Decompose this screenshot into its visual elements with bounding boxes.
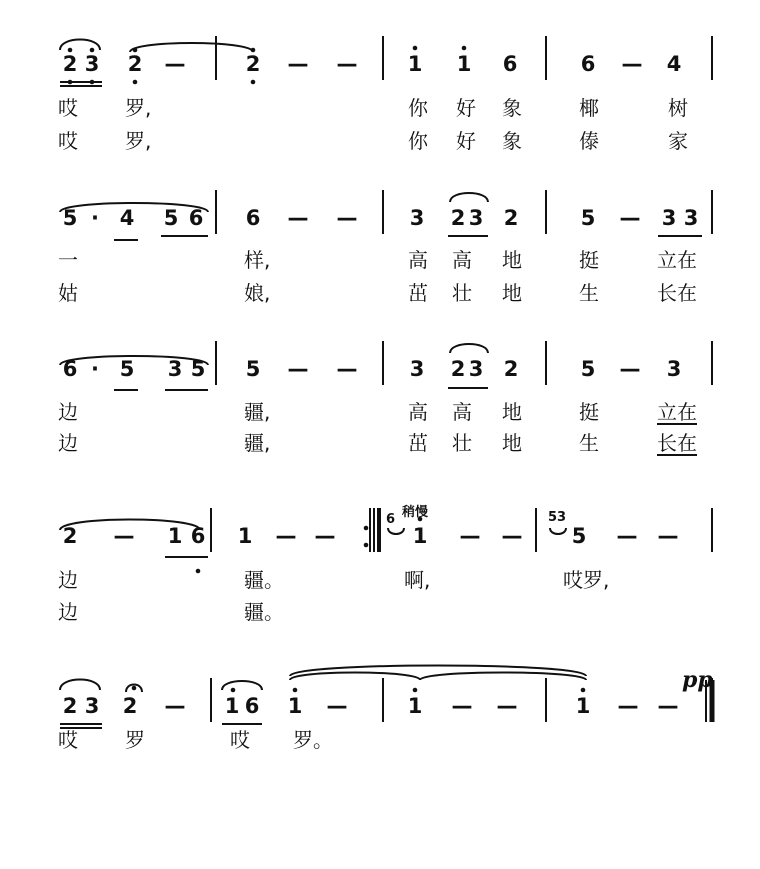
- lyric-verse-1: 地: [502, 248, 522, 272]
- note: 1: [167, 524, 183, 548]
- lyric-verse-2: 娘,: [244, 281, 271, 305]
- lyric-verse-1: 高: [408, 400, 428, 424]
- lyric-verse-2: 壮: [452, 281, 472, 305]
- lyric-verse-2: 生: [579, 431, 599, 455]
- grace-slur: [388, 528, 404, 534]
- low-dot: [196, 569, 201, 574]
- dash-note: —: [619, 206, 641, 230]
- note: 4: [119, 206, 135, 230]
- lyric-verse-2: 长在: [657, 431, 697, 455]
- tie: [130, 43, 253, 52]
- lyric-verse-2: 家: [668, 129, 688, 153]
- note: 3: [409, 357, 425, 381]
- note: 1: [412, 524, 428, 548]
- fermata-dot: [132, 686, 137, 691]
- note: 2: [62, 694, 78, 718]
- high-dot: [413, 46, 418, 51]
- note: 6: [245, 206, 261, 230]
- note: 1: [224, 694, 240, 718]
- lyric-verse-2: 疆。: [244, 600, 284, 624]
- note: 5: [62, 206, 78, 230]
- lyric-verse-1: 哎罗,: [563, 568, 610, 592]
- dash-note: —: [657, 694, 679, 718]
- dynamic-mark: pp: [682, 667, 713, 693]
- lyric-verse-1: 高: [452, 248, 472, 272]
- note: 2: [62, 52, 78, 76]
- lyric-verse-1: 好: [456, 96, 476, 120]
- note: 3: [84, 694, 100, 718]
- lyric-verse-1: 立在: [657, 248, 697, 272]
- dash-note: —: [287, 52, 309, 76]
- note: ·: [91, 206, 99, 230]
- lyric-verse-2: 地: [502, 431, 522, 455]
- note: 2: [127, 52, 143, 76]
- note: 1: [407, 694, 423, 718]
- note: 6: [190, 524, 206, 548]
- dash-note: —: [459, 524, 481, 548]
- grace-note: 53: [548, 510, 567, 525]
- note: 6: [244, 694, 260, 718]
- tempo-mark: 稍慢: [402, 505, 429, 520]
- note: 2: [450, 206, 466, 230]
- dash-note: —: [326, 694, 348, 718]
- note: 6: [188, 206, 204, 230]
- note: 2: [122, 694, 138, 718]
- lyric-verse-1: 立在: [657, 400, 697, 424]
- note: 5: [580, 206, 596, 230]
- note: 3: [84, 52, 100, 76]
- low-dot: [133, 80, 138, 85]
- note: 6: [62, 357, 78, 381]
- dash-note: —: [314, 524, 336, 548]
- note: 1: [407, 52, 423, 76]
- dash-note: —: [621, 52, 643, 76]
- note: 6: [502, 52, 518, 76]
- lyric-verse-2: 哎: [58, 129, 78, 153]
- dash-note: —: [657, 524, 679, 548]
- dash-note: —: [287, 206, 309, 230]
- note: 2: [62, 524, 78, 548]
- note: 2: [503, 357, 519, 381]
- high-dot: [581, 688, 586, 693]
- lyric-verse-1: 高: [408, 248, 428, 272]
- lyric-verse-2: 好: [456, 129, 476, 153]
- lyric-verse-1: 挺: [579, 248, 599, 272]
- dash-note: —: [275, 524, 297, 548]
- dash-note: —: [164, 52, 186, 76]
- note: 5: [190, 357, 206, 381]
- dash-note: —: [336, 357, 358, 381]
- lyric-verse-1: 你: [408, 96, 428, 120]
- note: 4: [666, 52, 682, 76]
- note: 2: [245, 52, 261, 76]
- note: 3: [661, 206, 677, 230]
- note: 3: [409, 206, 425, 230]
- note: 2: [503, 206, 519, 230]
- low-dot: [68, 80, 73, 85]
- note: 5: [571, 524, 587, 548]
- note: 1: [575, 694, 591, 718]
- slur: [60, 40, 100, 51]
- dash-note: —: [616, 524, 638, 548]
- slur: [450, 193, 488, 202]
- dash-note: —: [164, 694, 186, 718]
- dash-note: —: [287, 357, 309, 381]
- lyric-verse-2: 茁: [408, 281, 428, 305]
- lyric-verse-2: 疆,: [244, 431, 271, 455]
- note: 3: [683, 206, 699, 230]
- tie: [420, 673, 586, 681]
- lyric-verse-1: 一: [58, 248, 78, 272]
- lyric-verse-2: 姑: [58, 281, 78, 305]
- lyric-verse-2: 你: [408, 129, 428, 153]
- low-dot: [90, 80, 95, 85]
- lyric-verse-1: 地: [502, 400, 522, 424]
- lyric-verse-2: 生: [579, 281, 599, 305]
- lyric-verse-1: 罗,: [125, 96, 152, 120]
- dash-note: —: [617, 694, 639, 718]
- note: 5: [119, 357, 135, 381]
- lyric-verse-1: 疆,: [244, 400, 271, 424]
- lyric-verse-2: 边: [58, 431, 78, 455]
- lyric-verse-2: 边: [58, 600, 78, 624]
- dash-note: —: [451, 694, 473, 718]
- dash-note: —: [501, 524, 523, 548]
- lyric-verse-1: 椰: [579, 96, 599, 120]
- grace-note: 6: [386, 512, 396, 527]
- lyric-verse-1: 罗: [125, 728, 145, 752]
- lyric-verse-1: 边: [58, 568, 78, 592]
- high-dot: [462, 46, 467, 51]
- lyric-verse-2: 壮: [452, 431, 472, 455]
- high-dot: [231, 688, 236, 693]
- lyric-verse-1: 边: [58, 400, 78, 424]
- note: 3: [468, 206, 484, 230]
- lyric-verse-1: 样,: [244, 248, 271, 272]
- note: 1: [287, 694, 303, 718]
- lyric-verse-1: 象: [502, 96, 522, 120]
- note: 3: [666, 357, 682, 381]
- low-dot: [251, 80, 256, 85]
- lyric-verse-2: 罗,: [125, 129, 152, 153]
- note: ·: [91, 357, 99, 381]
- note: 2: [450, 357, 466, 381]
- lyric-verse-1: 高: [452, 400, 472, 424]
- tie: [290, 673, 420, 681]
- lyric-verse-1: 哎: [230, 728, 250, 752]
- dash-note: —: [496, 694, 518, 718]
- grace-slur: [550, 528, 566, 534]
- repeat-dot: [364, 526, 369, 531]
- lyric-verse-2: 茁: [408, 431, 428, 455]
- slur: [222, 681, 262, 690]
- lyric-verse-1: 哎: [58, 96, 78, 120]
- high-dot: [293, 688, 298, 693]
- slur: [450, 344, 488, 353]
- dash-note: —: [336, 52, 358, 76]
- lyric-verse-1: 哎: [58, 728, 78, 752]
- lyric-verse-2: 傣: [579, 129, 599, 153]
- note: 3: [468, 357, 484, 381]
- lyric-verse-1: 罗。: [293, 728, 333, 752]
- dash-note: —: [619, 357, 641, 381]
- lyric-verse-1: 树: [668, 96, 688, 120]
- lyric-verse-1: 挺: [579, 400, 599, 424]
- slur: [60, 680, 100, 691]
- note: 5: [245, 357, 261, 381]
- note: 1: [237, 524, 253, 548]
- lyric-verse-2: 地: [502, 281, 522, 305]
- lyric-verse-1: 啊,: [404, 568, 431, 592]
- lyric-verse-1: 疆。: [244, 568, 284, 592]
- dash-note: —: [336, 206, 358, 230]
- note: 5: [580, 357, 596, 381]
- repeat-dot: [364, 543, 369, 548]
- note: 3: [167, 357, 183, 381]
- high-dot: [413, 688, 418, 693]
- dash-note: —: [113, 524, 135, 548]
- lyric-verse-2: 长在: [657, 281, 697, 305]
- lyric-verse-2: 象: [502, 129, 522, 153]
- note: 5: [163, 206, 179, 230]
- note: 1: [456, 52, 472, 76]
- note: 6: [580, 52, 596, 76]
